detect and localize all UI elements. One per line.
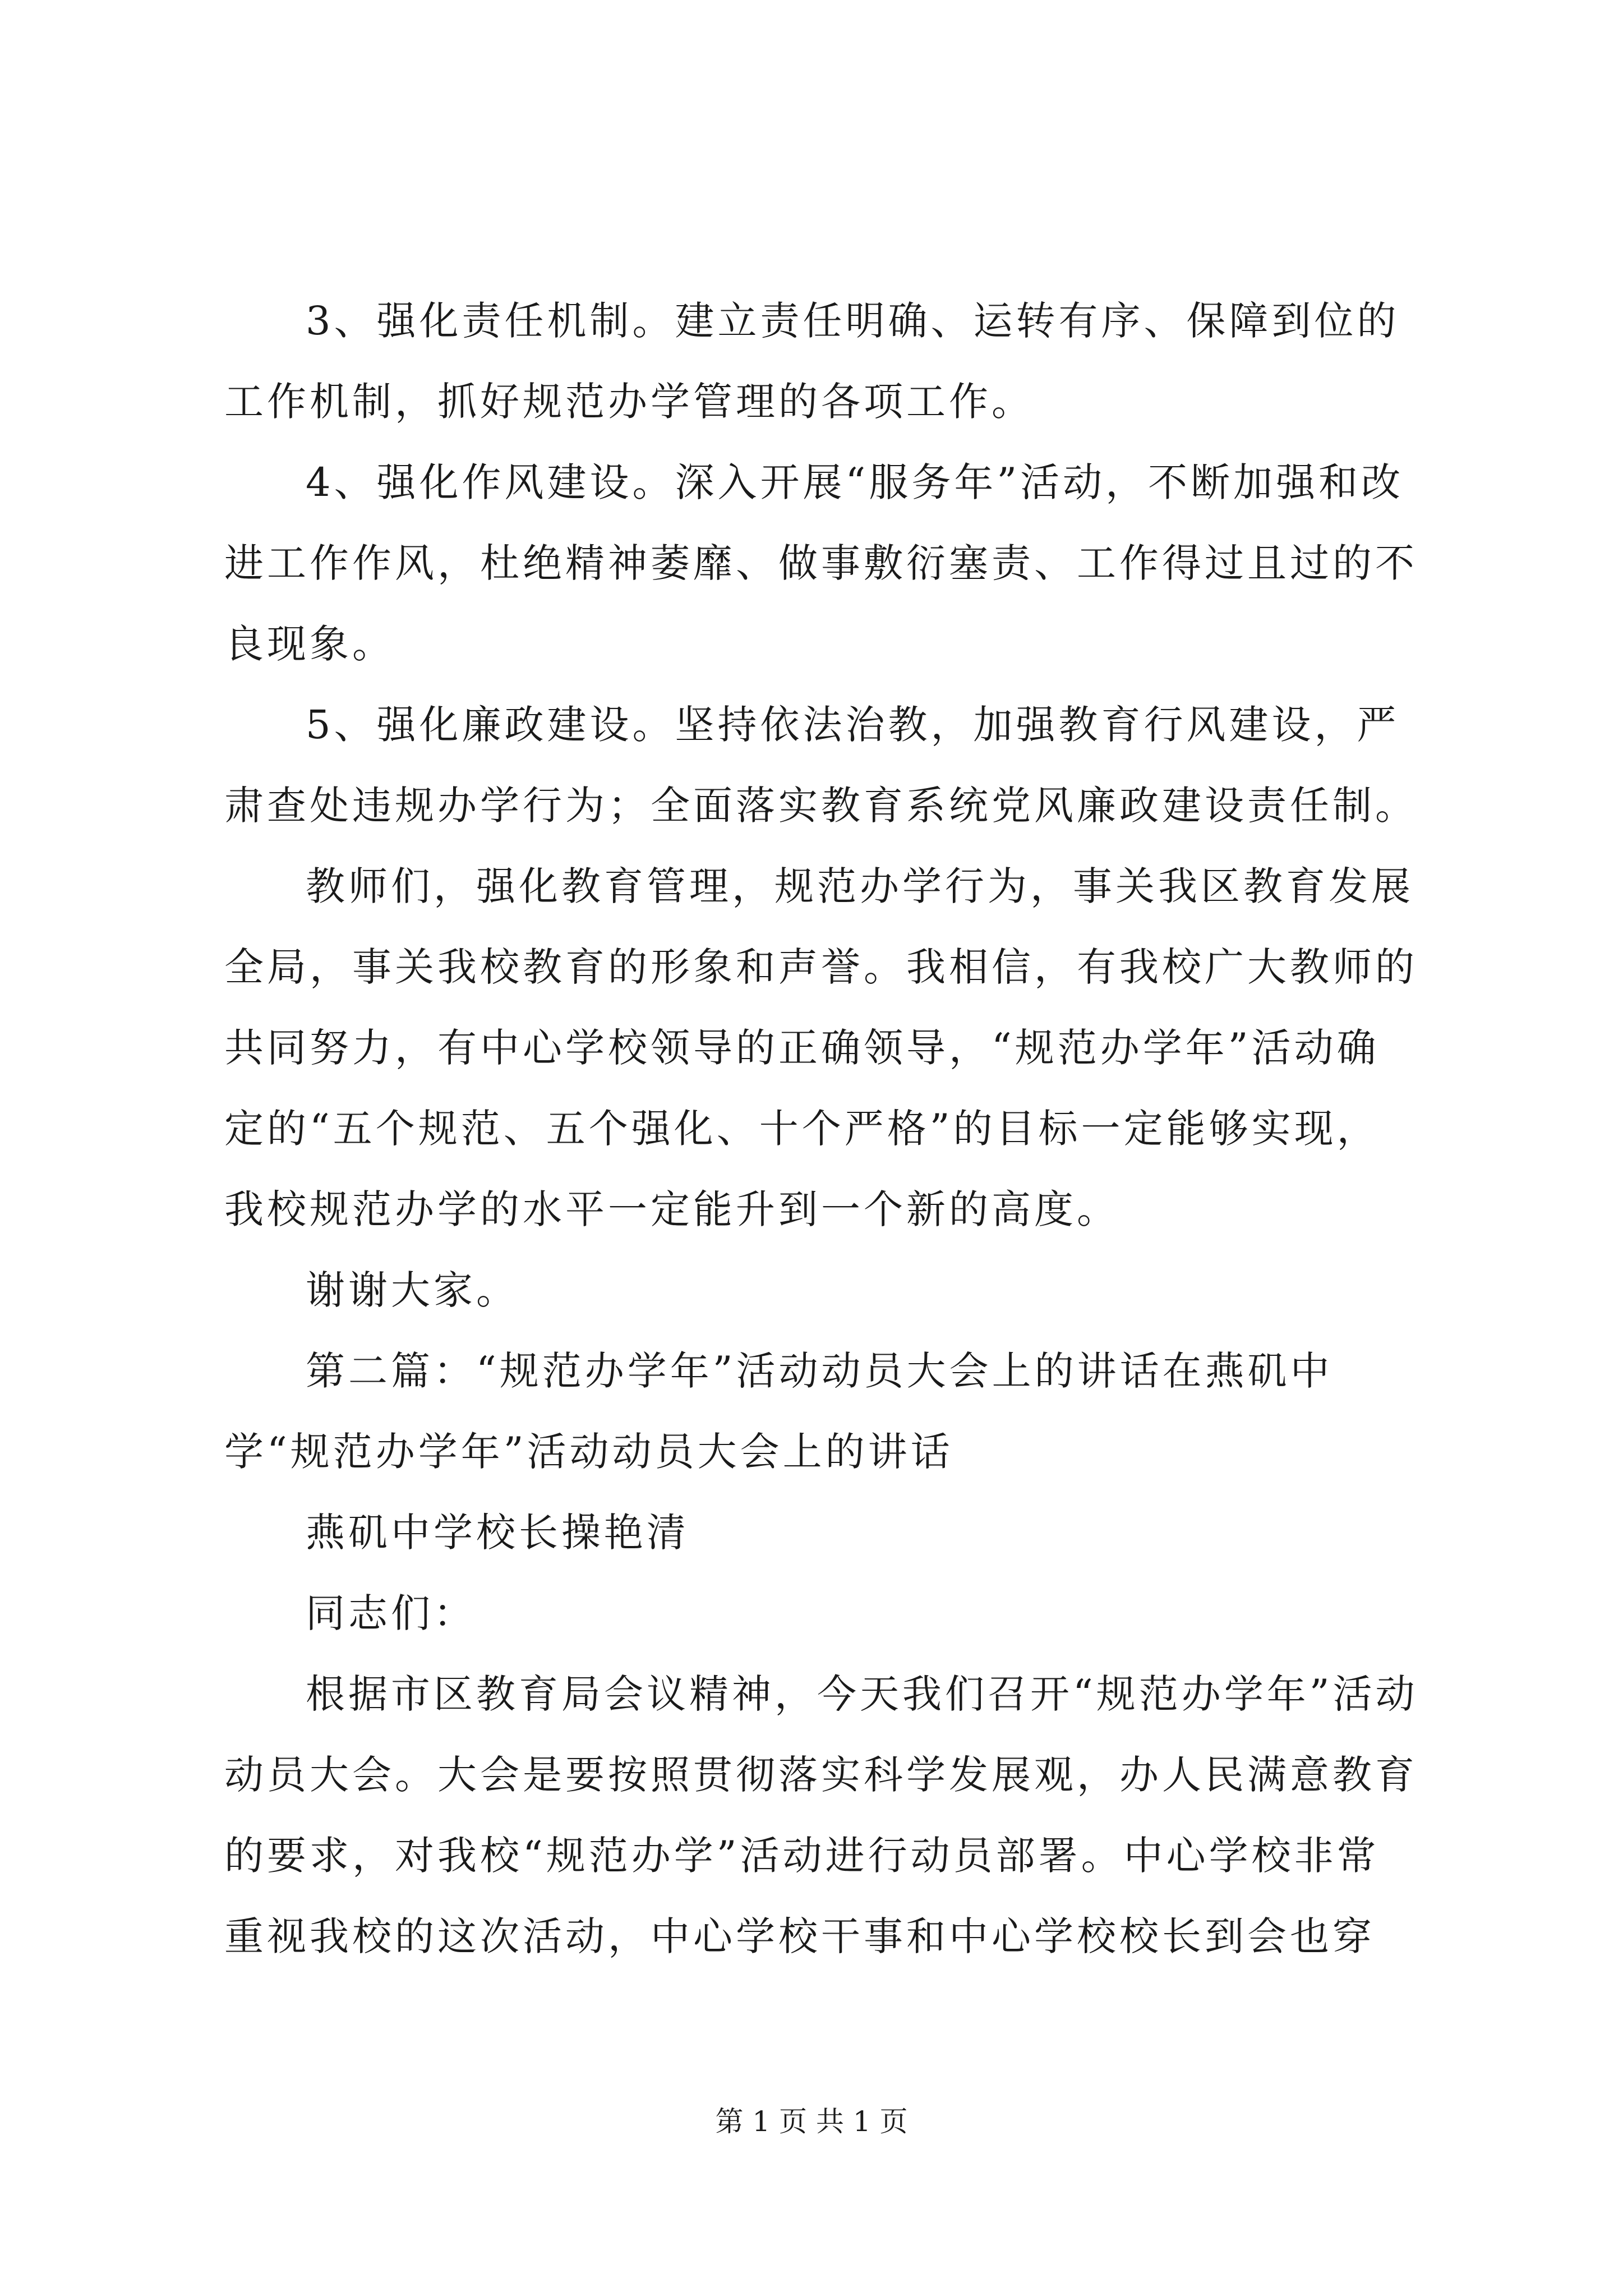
section-heading-second-article: 第二篇：“规范办学年”活动动员大会上的讲话在燕矶中学“规范办学年”活动动员大会上的讲话 (224, 1348, 1333, 1475)
speaker-line: 燕矶中学校长操艳清 (306, 1510, 689, 1556)
paragraph-clean-governance: 5、强化廉政建设。坚持依法治教，加强教育行风建设，严肃查处违规办学行为；全面落实教育系统党风廉政建设责任制。 (224, 702, 1418, 829)
salutation: 同志们： (306, 1590, 476, 1636)
document-body (224, 280, 1419, 1977)
paragraph-responsibility-mechanism: 3、强化责任机制。建立责任明确、运转有序、保障到位的工作机制，抓好规范办学管理的各项工作。 (224, 298, 1400, 425)
paragraph-meeting-intro: 根据市区教育局会议精神，今天我们召开“规范办学年”活动动员大会。大会是要按照贯彻落实科学发展观，办人民满意教育的要求，对我校“规范办学”活动进行动员部署。中心学校非常重视我校的这次活动，中心学校干事和中心学校校长到会也穿 (224, 1671, 1418, 1959)
paragraph-thanks: 谢谢大家。 (306, 1267, 519, 1313)
page-footer: 第 1 页 共 1 页 (715, 2105, 908, 2138)
paragraph-teachers-address: 教师们，强化教育管理，规范办学行为，事关我区教育发展全局，事关我校教育的形象和声誉。我相信，有我校广大教师的共同努力，有中心学校领导的正确领导，“规范办学年”活动确定的“五个规范、五个强化、十个严格”的目标一定能够实现，我校规范办学的水平一定能升到一个新的高度。 (224, 863, 1418, 1232)
paragraph-work-style: 4、强化作风建设。深入开展“服务年”活动，不断加强和改进工作作风，杜绝精神萎靡、做事敷衍塞责、工作得过且过的不良现象。 (224, 459, 1418, 667)
